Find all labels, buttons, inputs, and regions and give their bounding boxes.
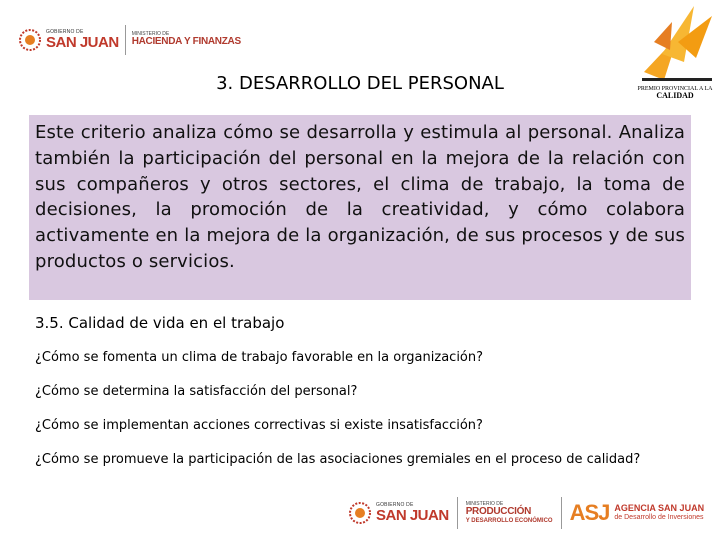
footer-logos [348, 493, 704, 533]
asj-big-text: AGENCIA SAN JUAN [614, 503, 705, 514]
gobierno-logo-text [46, 30, 119, 50]
question-2: ¿Cómo se determina la satisfacción del personal? [35, 384, 358, 399]
ministerio-logo-text [132, 32, 241, 48]
footer-ministerio-big: PRODUCCIÓN [465, 506, 532, 518]
question-1: ¿Cómo se fomenta un clima de trabajo favorable en la organización? [35, 350, 484, 365]
footer-gobierno-big: SAN JUAN [376, 507, 449, 524]
asj-text [614, 504, 704, 522]
section-subtitle: 3.5. Calidad de vida en el trabajo [35, 314, 285, 332]
asj-mark: ASJ [569, 500, 610, 525]
question-4: ¿Cómo se promueve la participación de las asociaciones gremiales en el proceso de calidad? [35, 452, 641, 467]
gobierno-big-text: SAN JUAN [46, 34, 119, 51]
footer-gobierno-small: GOBIERNO DE [376, 502, 414, 508]
footer-ministerio-mid: Y DESARROLLO ECONÓMICO [465, 517, 553, 524]
page-title: 3. DESARROLLO DEL PERSONAL [216, 73, 504, 94]
header-logos [18, 20, 241, 60]
footer-divider-2 [561, 497, 562, 529]
footer-gobierno-text [376, 503, 449, 523]
premio-line1: PREMIO PROVINCIAL A LA [637, 86, 713, 92]
question-3: ¿Cómo se implementan acciones correctivas si existe insatisfacción? [35, 418, 483, 433]
footer-ministerio-small: MINISTERIO DE [465, 500, 504, 507]
san-juan-sun-icon [18, 28, 42, 52]
gobierno-small-text: GOBIERNO DE [46, 29, 84, 35]
premio-line2: CALIDAD [656, 91, 694, 101]
asj-small-text: de Desarrollo de Inversiones [614, 514, 704, 522]
footer-ministerio-text [466, 502, 553, 524]
footer-san-juan-sun-icon [348, 501, 372, 525]
criterio-box [29, 115, 691, 300]
header-divider [125, 25, 126, 55]
ministerio-big-text: HACIENDA Y FINANZAS [131, 36, 241, 48]
ministerio-small-text: MINISTERIO DE [131, 31, 170, 38]
criterio-text: Este criterio analiza cómo se desarrolla y estimula al personal. Analiza también la participación del personal en la mejora de la relación con sus compañeros y otros sectores, el clima de trabajo, la toma de decisiones, la promoción de la creatividad, y cómo colabora activamente en la mejora de la organización, de sus procesos y de sus productos o servicios. [35, 122, 685, 272]
footer-divider-1 [457, 497, 458, 529]
